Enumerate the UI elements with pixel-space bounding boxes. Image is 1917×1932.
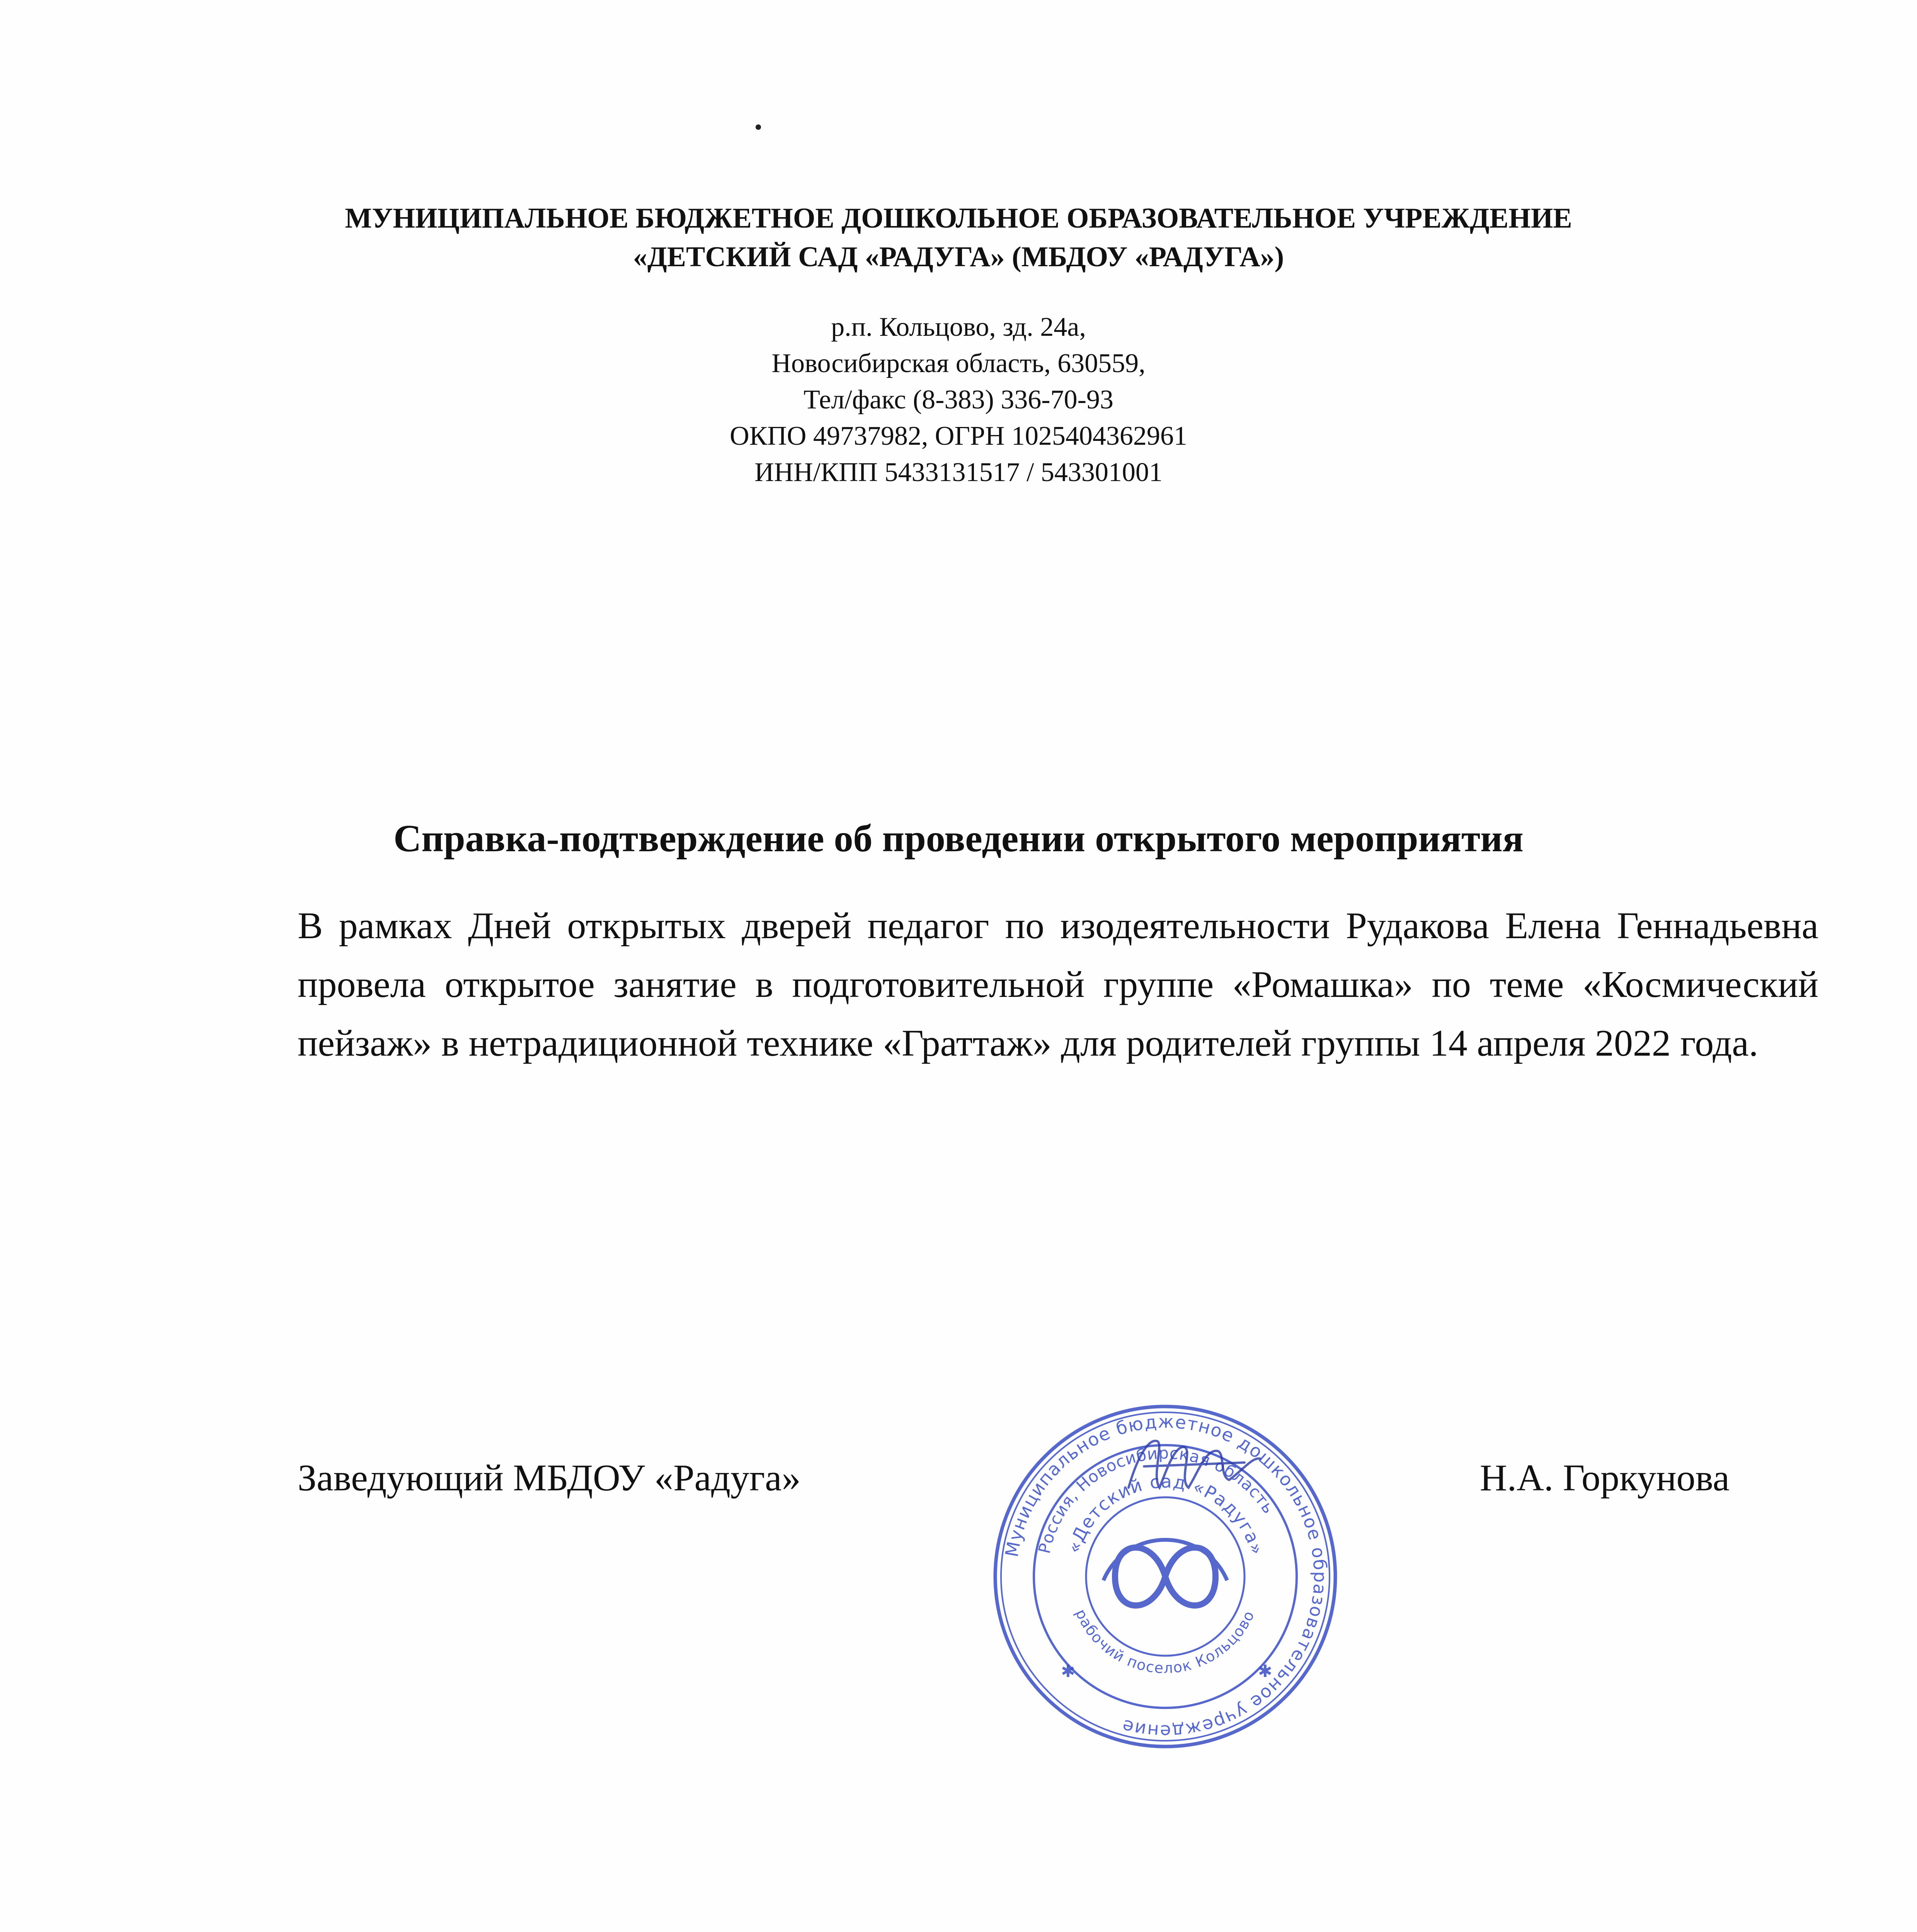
stamp-star-icon: ✱ xyxy=(1258,1662,1272,1681)
registration-codes-line: ОКПО 49737982, ОГРН 1025404362961 xyxy=(730,421,1187,451)
scan-speck xyxy=(756,124,761,130)
tax-codes-line: ИНН/КПП 5433131517 / 543301001 xyxy=(754,457,1163,487)
stamp-region-text: Россия, Новосибирская область xyxy=(1035,1443,1279,1556)
address-line: Новосибирская область, 630559, xyxy=(771,349,1146,378)
organization-name-line-2: «ДЕТСКИЙ САД «РАДУГА» (МБДОУ «РАДУГА») xyxy=(633,241,1284,273)
organization-address xyxy=(0,309,1917,491)
signatory-position: Заведующий МБДОУ «Радуга» xyxy=(298,1457,801,1499)
signatory-name: Н.А. Горкунова xyxy=(1479,1457,1730,1499)
stamp-kindergarten-name: «Детский сад «Радуга» xyxy=(1063,1471,1268,1558)
handwritten-signature xyxy=(1121,1430,1268,1499)
svg-text:рабочий поселок Кольцово xyxy=(1072,1607,1258,1677)
address-line: р.п. Кольцово, зд. 24а, xyxy=(831,312,1086,342)
organization-name-line-1: МУНИЦИПАЛЬНОЕ БЮДЖЕТНОЕ ДОШКОЛЬНОЕ ОБРАЗОВАТЕЛЬНОЕ УЧРЕЖДЕНИЕ xyxy=(345,202,1572,234)
stamp-outer-text: Муниципальное бюджетное дошкольное образовательное учреждение xyxy=(1001,1411,1331,1742)
document-body: В рамках Дней открытых дверей педагог по изодеятельности Рудакова Елена Геннадьевна провела открытое занятие в подготовительной группе «Ромашка» по теме «Космический пейзаж» в нетрадиционной технике «Граттаж» для родителей группы 14 апреля 2022 года. xyxy=(298,905,1818,1064)
letterhead xyxy=(0,199,1917,276)
stamp-star-icon: ✱ xyxy=(1061,1662,1075,1681)
stamp-bottom-text: рабочий поселок Кольцово xyxy=(1072,1606,1258,1677)
phone-line: Тел/факс (8-383) 336-70-93 xyxy=(804,385,1113,415)
document-title: Справка-подтверждение об проведении открытого мероприятия xyxy=(393,817,1524,860)
